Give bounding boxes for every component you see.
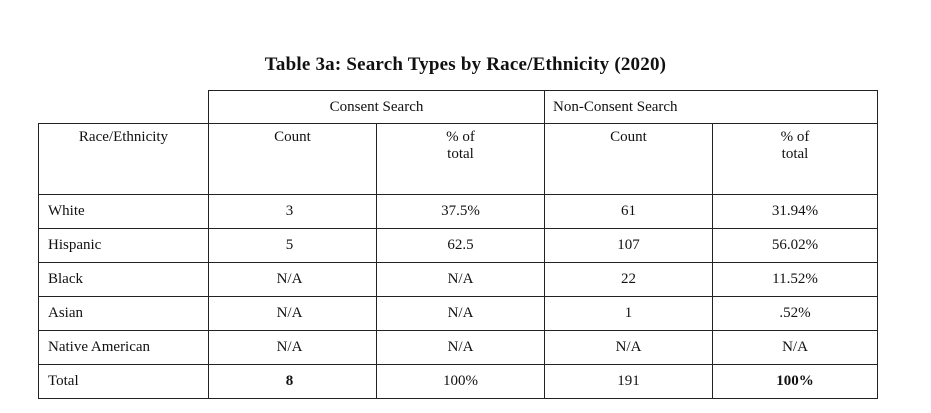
table-row bbox=[39, 331, 878, 365]
search-types-table bbox=[38, 90, 878, 399]
consent-pct-cell: N/A bbox=[377, 263, 545, 297]
race-cell: Hispanic bbox=[39, 229, 209, 263]
non-consent-count-cell: 22 bbox=[545, 263, 713, 297]
total-row bbox=[39, 365, 878, 399]
table-row bbox=[39, 297, 878, 331]
consent-count-cell: N/A bbox=[209, 263, 377, 297]
table-row bbox=[39, 195, 878, 229]
non-consent-pct-cell: 11.52% bbox=[713, 263, 878, 297]
non-consent-search-header: Non-Consent Search bbox=[545, 91, 878, 124]
race-ethnicity-header: Race/Ethnicity bbox=[39, 124, 209, 195]
table-title: Table 3a: Search Types by Race/Ethnicity (2020) bbox=[264, 54, 667, 75]
table-row bbox=[39, 229, 878, 263]
race-cell: White bbox=[39, 195, 209, 229]
non-consent-count-cell: 1 bbox=[545, 297, 713, 331]
consent-count-cell: 8 bbox=[209, 365, 377, 399]
consent-count-cell: 5 bbox=[209, 229, 377, 263]
non-consent-count-cell: 61 bbox=[545, 195, 713, 229]
non-consent-count-cell: 107 bbox=[545, 229, 713, 263]
non-consent-pct-cell: 31.94% bbox=[713, 195, 878, 229]
non-consent-pct-header: % of total bbox=[713, 124, 878, 195]
consent-pct-cell: N/A bbox=[377, 297, 545, 331]
non-consent-count-cell: 191 bbox=[545, 365, 713, 399]
consent-pct-cell: 100% bbox=[377, 365, 545, 399]
race-cell: Native American bbox=[39, 331, 209, 365]
race-cell: Black bbox=[39, 263, 209, 297]
consent-count-cell: 3 bbox=[209, 195, 377, 229]
column-header-row bbox=[39, 124, 878, 195]
non-consent-count-header: Count bbox=[545, 124, 713, 195]
consent-pct-cell: N/A bbox=[377, 331, 545, 365]
race-cell: Asian bbox=[39, 297, 209, 331]
race-cell: Total bbox=[39, 365, 209, 399]
table-row bbox=[39, 263, 878, 297]
consent-pct-header: % of total bbox=[377, 124, 545, 195]
non-consent-pct-cell: .52% bbox=[713, 297, 878, 331]
consent-pct-cell: 37.5% bbox=[377, 195, 545, 229]
non-consent-pct-cell: 56.02% bbox=[713, 229, 878, 263]
non-consent-pct-cell: N/A bbox=[713, 331, 878, 365]
non-consent-count-cell: N/A bbox=[545, 331, 713, 365]
group-header-row bbox=[39, 91, 878, 124]
consent-pct-cell: 62.5 bbox=[377, 229, 545, 263]
consent-search-header: Consent Search bbox=[209, 91, 545, 124]
consent-count-cell: N/A bbox=[209, 297, 377, 331]
consent-count-header: Count bbox=[209, 124, 377, 195]
consent-count-cell: N/A bbox=[209, 331, 377, 365]
group-header-blank bbox=[39, 91, 209, 124]
non-consent-pct-cell: 100% bbox=[713, 365, 878, 399]
